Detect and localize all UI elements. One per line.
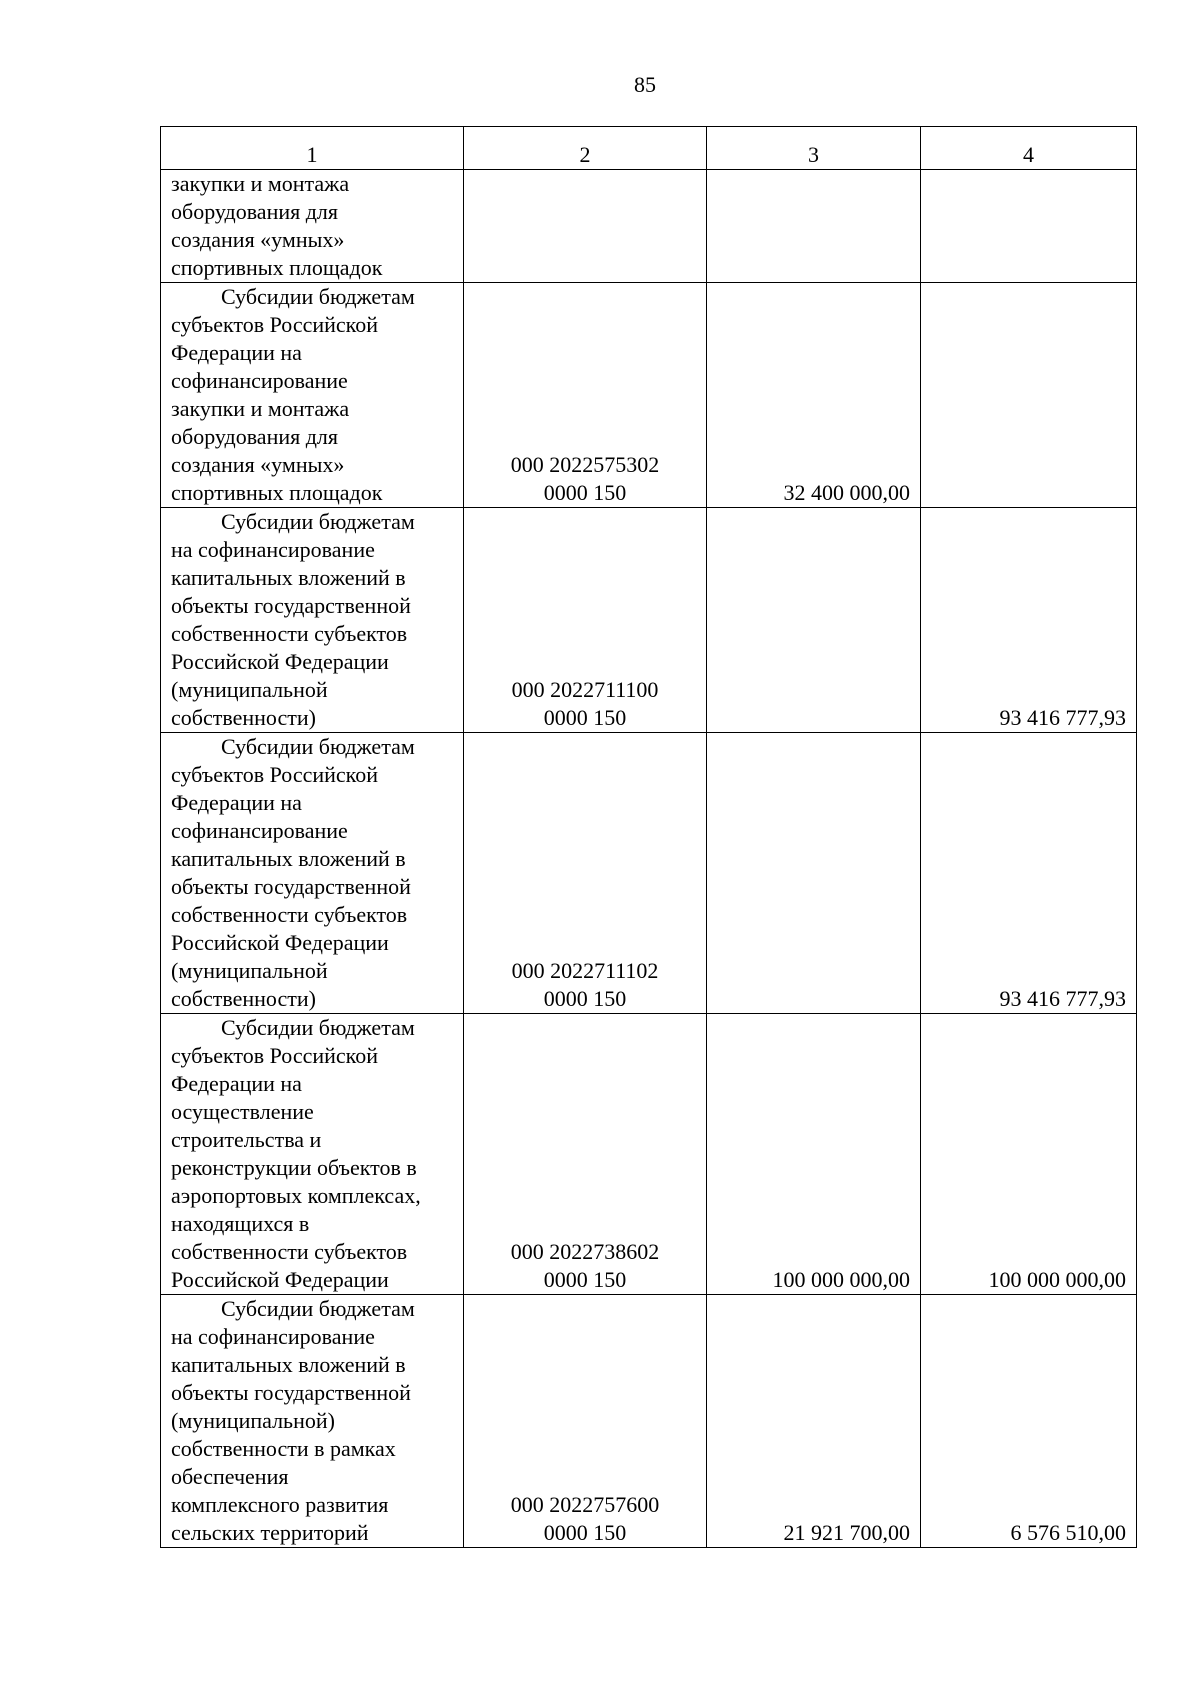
header-col-3: 3 <box>707 127 921 170</box>
row-code-cell: 000 2022757600 0000 150 <box>464 1295 707 1548</box>
row-name-text: закупки и монтажа оборудования для создания «умных» спортивных площадок <box>171 171 383 280</box>
row-name-cell <box>161 1014 464 1295</box>
table-row <box>161 1014 1137 1295</box>
row-col4-cell: 6 576 510,00 <box>921 1295 1137 1548</box>
row-col3-cell: 32 400 000,00 <box>707 283 921 508</box>
header-col-1: 1 <box>161 127 464 170</box>
row-name-cell <box>161 170 464 283</box>
row-name-text: Субсидии бюджетам на софинансирование капитальных вложений в объекты государственной (муниципальной) собственности в рамках обеспечения комплексного развития сельских территорий <box>171 1296 415 1545</box>
row-name-text: Субсидии бюджетам на софинансирование капитальных вложений в объекты государственной собственности субъектов Российской Федерации (муниципальной собственности) <box>171 509 415 730</box>
row-code-cell: 000 2022738602 0000 150 <box>464 1014 707 1295</box>
row-col4-cell: 93 416 777,93 <box>921 508 1137 733</box>
row-col4-cell: 93 416 777,93 <box>921 733 1137 1014</box>
table-body <box>161 170 1137 1548</box>
row-name-text: Субсидии бюджетам субъектов Российской Федерации на софинансирование закупки и монтажа оборудования для создания «умных» спортивных площадок <box>171 284 415 505</box>
table-row <box>161 283 1137 508</box>
row-name-text: Субсидии бюджетам субъектов Российской Федерации на осуществление строительства и реконструкции объектов в аэропортовых комплексах, находящихся в собственности субъектов Российской Федерации <box>171 1015 421 1292</box>
row-col3-cell: 100 000 000,00 <box>707 1014 921 1295</box>
row-code-cell: 000 2022711102 0000 150 <box>464 733 707 1014</box>
row-code-cell: 000 2022711100 0000 150 <box>464 508 707 733</box>
header-col-4: 4 <box>921 127 1137 170</box>
row-name-cell <box>161 508 464 733</box>
header-row <box>161 127 1137 170</box>
page-number: 85 <box>634 72 656 97</box>
header-col-2: 2 <box>464 127 707 170</box>
row-code-cell <box>464 170 707 283</box>
row-col3-cell: 21 921 700,00 <box>707 1295 921 1548</box>
row-name-cell <box>161 283 464 508</box>
row-col4-cell <box>921 170 1137 283</box>
row-col3-cell <box>707 508 921 733</box>
table-row <box>161 733 1137 1014</box>
row-col4-cell: 100 000 000,00 <box>921 1014 1137 1295</box>
table-row <box>161 170 1137 283</box>
row-name-text: Субсидии бюджетам субъектов Российской Федерации на софинансирование капитальных вложений в объекты государственной собственности субъектов Российской Федерации (муниципальной собственности) <box>171 734 415 1011</box>
row-code-cell: 000 2022575302 0000 150 <box>464 283 707 508</box>
row-name-cell <box>161 733 464 1014</box>
row-col3-cell <box>707 733 921 1014</box>
budget-table <box>160 126 1137 1548</box>
table-row <box>161 1295 1137 1548</box>
row-col4-cell <box>921 283 1137 508</box>
row-col3-cell <box>707 170 921 283</box>
table-row <box>161 508 1137 733</box>
row-name-cell <box>161 1295 464 1548</box>
